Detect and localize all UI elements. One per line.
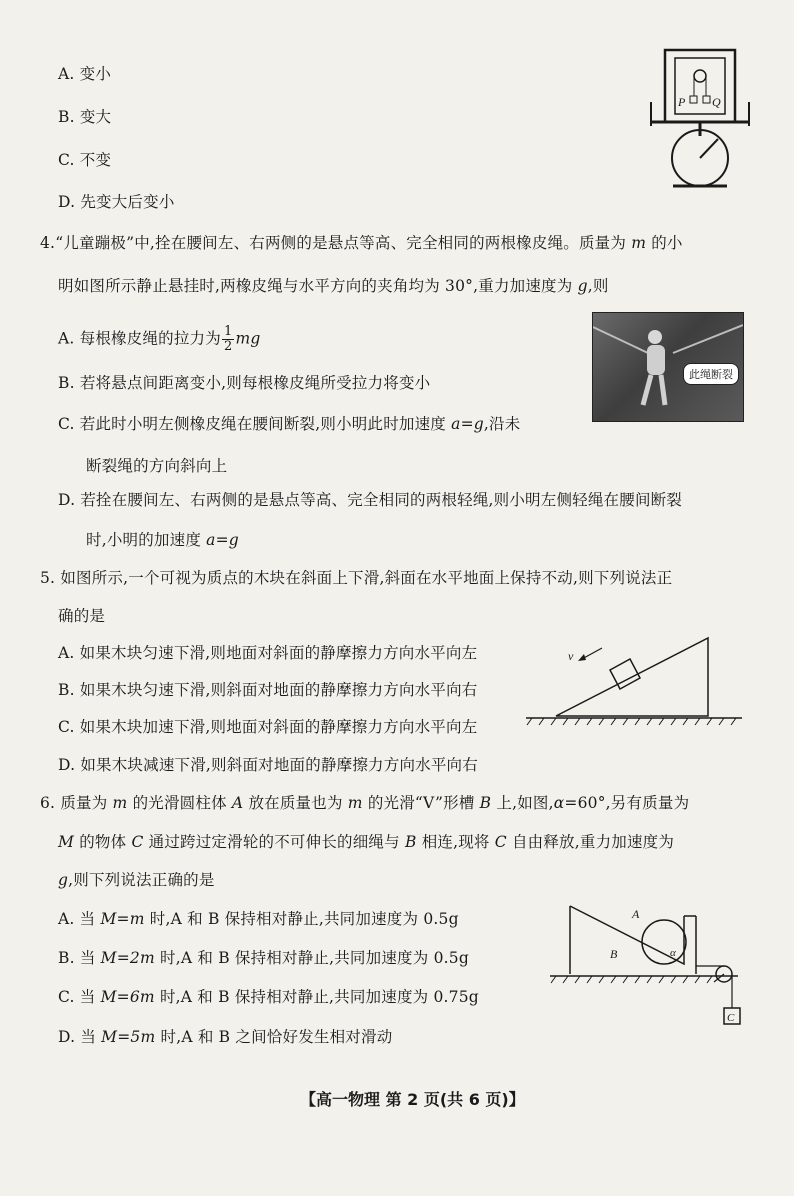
page-footer: 【高一物理 第 2 页(共 6 页)】	[300, 1090, 525, 1109]
q5-option-c: C. 如果木块加速下滑,则地面对斜面的静摩擦力方向水平向左	[58, 718, 478, 736]
q5-option-b: B. 如果木块匀速下滑,则斜面对地面的静摩擦力方向水平向右	[58, 681, 478, 699]
q4-option-c-line1: C. 若此时小明左侧橡皮绳在腰间断裂,则小明此时加速度 a=g,沿未	[58, 415, 521, 433]
q6-label-c: C	[727, 1012, 735, 1024]
q5-option-a: A. 如果木块匀速下滑,则地面对斜面的静摩擦力方向水平向左	[58, 644, 478, 662]
q3-option-c: C. 不变	[58, 151, 112, 169]
q4-option-a: A. 每根橡皮绳的拉力为 $\frac{1}{2}$ mg	[58, 324, 261, 354]
q6-label-a: A	[632, 907, 640, 921]
q4-callout: 此绳断裂	[683, 363, 739, 385]
q3-option-b: B. 变大	[58, 108, 112, 126]
q3-option-d: D. 先变大后变小	[58, 193, 175, 211]
q6-stem-line2: M 的物体 C 通过跨过定滑轮的不可伸长的细绳与 B 相连,现将 C 自由释放,重力加速度为	[58, 833, 675, 851]
q6-option-d: D. 当 M=5m 时,A 和 B 之间恰好发生相对滑动	[58, 1028, 393, 1046]
q6-label-b: B	[610, 947, 618, 961]
q6-option-a: A. 当 M=m 时,A 和 B 保持相对静止,共同加速度为 0.5g	[58, 910, 459, 928]
q6-option-c: C. 当 M=6m 时,A 和 B 保持相对静止,共同加速度为 0.75g	[58, 988, 479, 1006]
q4-stem-line1: 4.“儿童蹦极”中,拴在腰间左、右两侧的是悬点等高、完全相同的两根橡皮绳。质量为 m 的小	[40, 234, 683, 252]
q4-option-d-line2: 时,小明的加速度 a=g	[86, 531, 239, 549]
q4-option-c-line2: 断裂绳的方向斜向上	[86, 457, 228, 475]
q5-label-v: v	[568, 649, 574, 663]
q5-option-d: D. 如果木块减速下滑,则斜面对地面的静摩擦力方向水平向右	[58, 756, 478, 774]
q5-stem-line1: 5. 如图所示,一个可视为质点的木块在斜面上下滑,斜面在水平地面上保持不动,则下列说法正	[40, 569, 673, 587]
q5-stem-line2: 确的是	[58, 607, 106, 625]
q4-option-d-line1: D. 若拴在腰间左、右两侧的是悬点等高、完全相同的两根轻绳,则小明左侧轻绳在腰间断裂	[58, 491, 683, 509]
q6-label-alpha: α	[670, 947, 676, 959]
q3-option-a: A. 变小	[58, 65, 112, 83]
q6-option-b: B. 当 M=2m 时,A 和 B 保持相对静止,共同加速度为 0.5g	[58, 949, 469, 967]
q5-incline-figure	[522, 632, 744, 732]
q4-stem-line2: 明如图所示静止悬挂时,两橡皮绳与水平方向的夹角均为 30°,重力加速度为 g,则	[58, 277, 609, 295]
q6-stem-line3: g,则下列说法正确的是	[58, 871, 215, 889]
q6-groove-figure	[546, 896, 746, 1036]
q3-label-q: Q	[712, 95, 721, 109]
q4-option-b: B. 若将悬点间距离变小,则每根橡皮绳所受拉力将变小	[58, 374, 431, 392]
q4-bungee-photo	[592, 312, 744, 422]
q6-stem-line1: 6. 质量为 m 的光滑圆柱体 A 放在质量也为 m 的光滑“V”形槽 B 上,如图,α=60°,另有质量为	[40, 794, 690, 812]
q3-scale-figure	[645, 46, 755, 194]
q3-label-p: P	[678, 95, 686, 109]
